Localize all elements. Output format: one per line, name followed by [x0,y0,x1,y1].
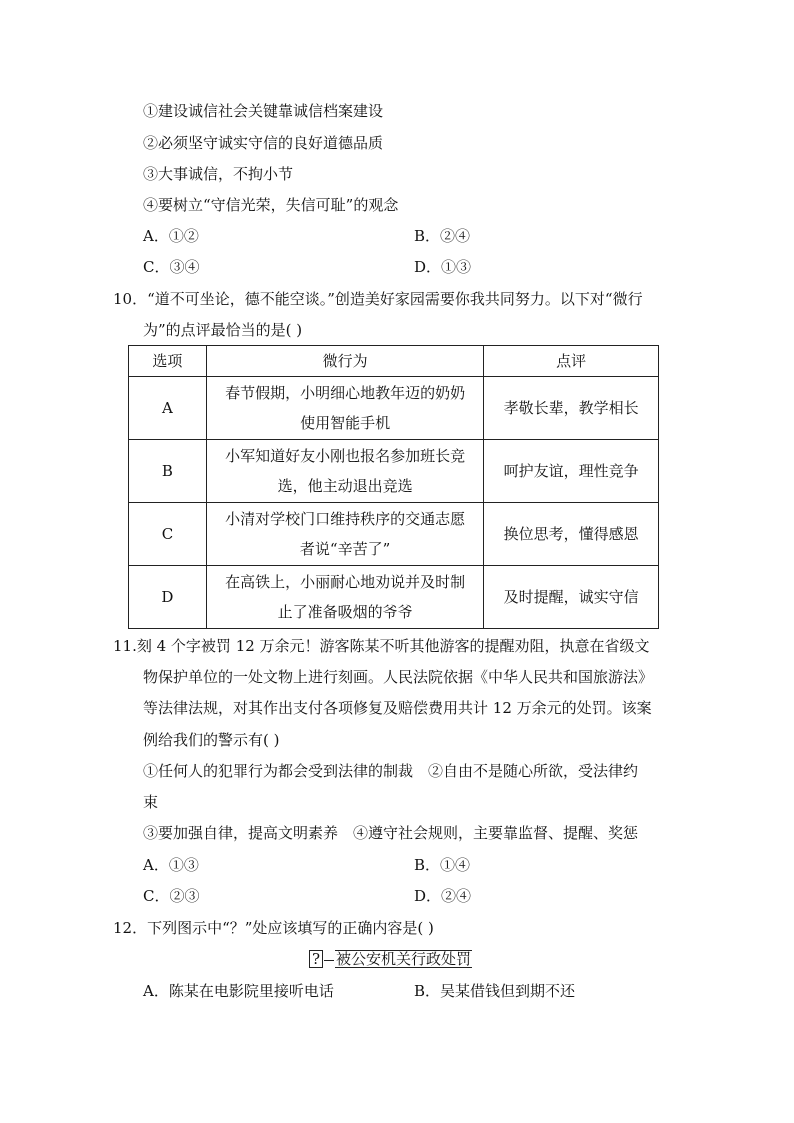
q11-stem-line-1: 11.刻 4 个字被罚 12 万余元！游客陈某不听其他游客的提醒劝阻，执意在省级文 [113,637,650,655]
q9-option-d: D．①③ [414,258,472,276]
row-comment: 及时提醒，诚实守信 [484,566,659,629]
table-row [129,503,659,566]
q11-stem-line-4: 例给我们的警示有( ) [143,731,280,749]
row-action-line: 止了准备吸烟的爷爷 [277,603,413,621]
row-action-line: 者说“辛苦了” [299,540,391,558]
q11-option-a: A．①③ [143,856,199,874]
arrow-line [324,960,334,961]
q11-option-c: C．②③ [143,887,200,905]
q10-table [128,345,659,629]
row-action [206,503,483,566]
row-action [206,440,483,503]
row-action-line: 选，他主动退出竞选 [277,477,413,495]
q11-stem-line-2: 物保护单位的一处文物上进行刻画。人民法院依据《中华人民共和国旅游法》 [143,668,654,686]
row-comment: 孝敬长辈，教学相长 [484,377,659,440]
q9-option-c: C．③④ [143,258,200,276]
q12-diagram [309,950,472,970]
q9-option-b: B．②④ [414,227,471,245]
q9-option-a: A．①② [143,227,199,245]
row-action-line: 在高铁上，小丽耐心地劝说并及时制 [225,573,466,591]
q11-stem-line-3: 等法律法规，对其作出支付各项修复及赔偿费用共计 12 万余元的处罚。该案 [143,699,652,717]
q11-item-line-1: ①任何人的犯罪行为都会受到法律的制裁 ②自由不是随心所欲，受法律约 [143,762,639,780]
header-comment: 点评 [484,346,659,377]
q9-item-3: ③大事诚信，不拘小节 [143,165,294,183]
row-option: A [129,377,207,440]
row-comment: 呵护友谊，理性竞争 [484,440,659,503]
question-mark-box: ? [309,950,323,968]
row-action-line: 小清对学校门口维持秩序的交通志愿 [225,510,466,528]
row-option: B [129,440,207,503]
q11-option-d: D．②④ [414,887,472,905]
header-option: 选项 [129,346,207,377]
q12-stem: 12．下列图示中“？”处应该填写的正确内容是( ) [113,919,434,937]
q10-stem-line-2: 为”的点评最恰当的是( ) [143,321,303,339]
table-row [129,440,659,503]
table-row [129,566,659,629]
row-option: C [129,503,207,566]
table-header-row [129,346,659,377]
q11-item-line-2: 束 [143,793,159,811]
header-action: 微行为 [206,346,483,377]
q11-item-line-3: ③要加强自律，提高文明素养 ④遵守社会规则，主要靠监督、提醒、奖惩 [143,824,639,842]
diagram-result: 被公安机关行政处罚 [336,950,472,968]
row-option: D [129,566,207,629]
table-row [129,377,659,440]
row-action [206,377,483,440]
q11-option-b: B．①④ [414,856,471,874]
row-action [206,566,483,629]
row-action-line: 小军知道好友小刚也报名参加班长竞 [225,447,466,465]
q9-item-2: ②必须坚守诚实守信的良好道德品质 [143,134,384,152]
row-comment: 换位思考，懂得感恩 [484,503,659,566]
q9-item-4: ④要树立“守信光荣，失信可耻”的观念 [143,196,399,214]
q12-option-b: B．吴某借钱但到期不还 [414,982,576,1000]
q12-option-a: A．陈某在电影院里接听电话 [143,982,334,1000]
q10-stem-line-1: 10．“道不可坐论，德不能空谈。”创造美好家园需要你我共同努力。以下对“微行 [113,290,643,308]
row-action-line: 使用智能手机 [300,414,391,432]
row-action-line: 春节假期，小明细心地教年迈的奶奶 [225,384,466,402]
q9-item-1: ①建设诚信社会关键靠诚信档案建设 [143,102,384,120]
